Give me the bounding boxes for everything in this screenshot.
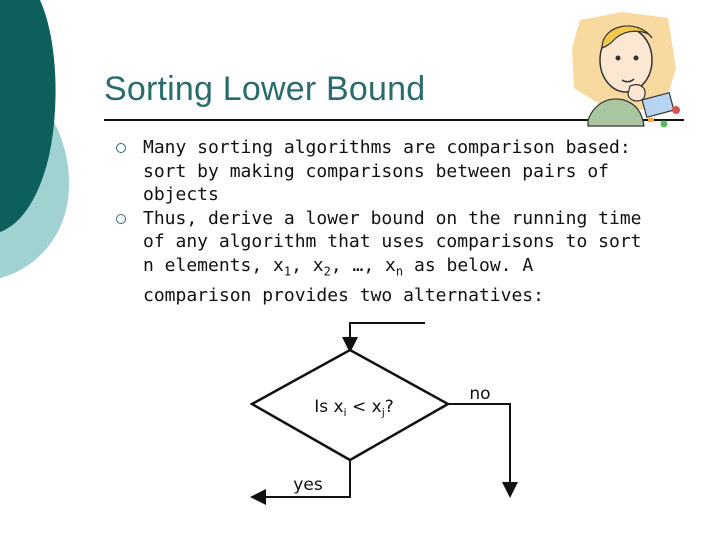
slide-title: Sorting Lower Bound <box>104 70 426 108</box>
text-segment: as below. A <box>403 254 534 276</box>
bullet-line: Thus, derive a lower bound on the running time <box>143 207 642 229</box>
subscript: n <box>395 264 404 279</box>
text-segment: n elements, x <box>143 254 284 276</box>
bullet-line: Many sorting algorithms are comparison based: <box>143 137 631 158</box>
bullet-line: sort by making comparisons between pairs of <box>143 160 609 182</box>
text-segment: , …, x <box>330 254 396 276</box>
subscript: 1 <box>283 264 292 279</box>
bullet-line: objects <box>143 184 219 205</box>
yes-branch-label: yes <box>293 475 323 495</box>
bullet-line: comparison provides two alternatives: <box>143 284 544 306</box>
no-branch-arrow <box>448 404 510 496</box>
subscript: 2 <box>323 264 331 279</box>
text-segment: , x <box>291 254 324 276</box>
no-branch-label: no <box>469 384 491 404</box>
incoming-arrow <box>350 323 425 351</box>
decision-label: Is $x_i < x_j$? <box>314 397 394 419</box>
bullet-line: of any algorithm that uses comparisons to sort <box>143 231 642 252</box>
